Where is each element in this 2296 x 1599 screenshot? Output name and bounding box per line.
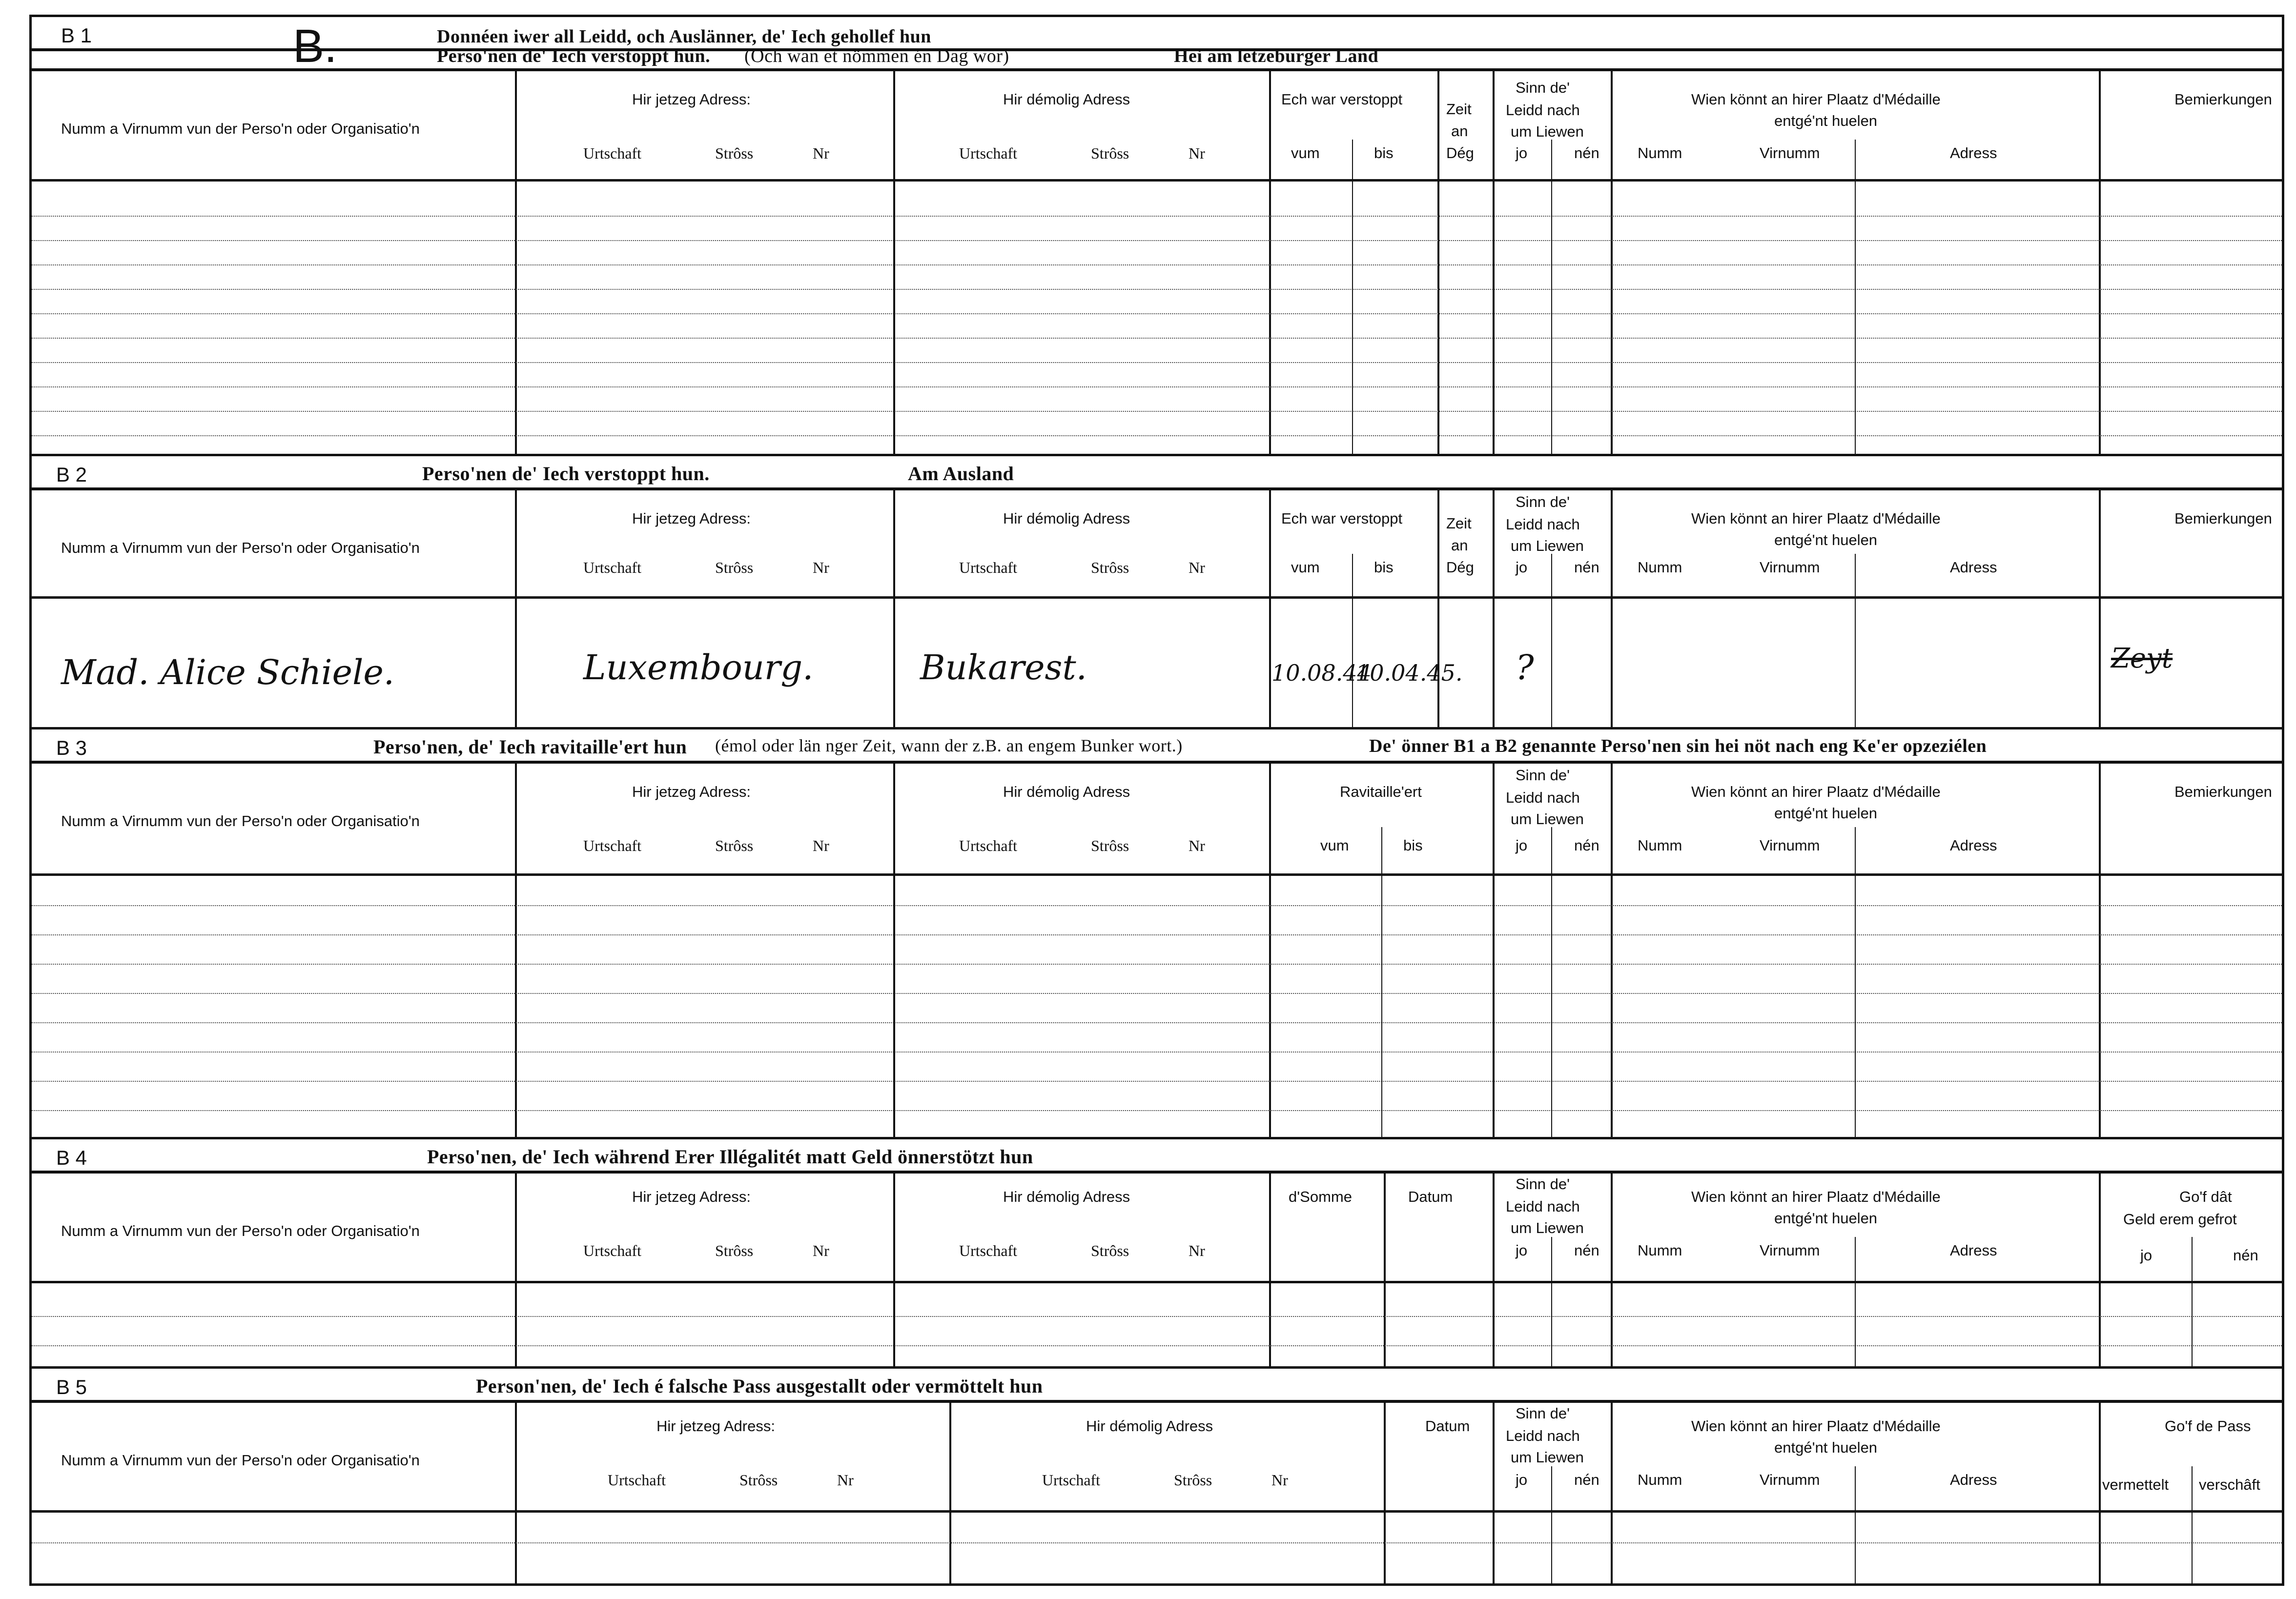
- header-medal-1: Wien könnt an hirer Plaatz d'Médaille: [1691, 1188, 1941, 1205]
- header-m-name: Numm: [1638, 1471, 1682, 1488]
- section-b1-table: [29, 68, 2284, 454]
- header-medal-2: entgé'nt huelen: [1774, 531, 1878, 548]
- header-current-address: Hir jetzeg Adress:: [632, 91, 751, 108]
- header-from: vum: [1320, 837, 1349, 854]
- header-from: vum: [1291, 144, 1320, 162]
- header-street: Strôss: [1091, 144, 1129, 162]
- header-street: Strôss: [1091, 559, 1129, 576]
- header-money-1: Go'f dât: [2179, 1188, 2232, 1205]
- header-no: nén: [1574, 837, 1599, 854]
- header-no: nén: [1574, 559, 1599, 576]
- header-alive-3: um Liewen: [1511, 537, 1584, 554]
- header-town: Urtschaft: [583, 144, 642, 162]
- header-alive-2: Leidd nach: [1506, 789, 1580, 806]
- header-pass-arranged: vermettelt: [2102, 1476, 2169, 1493]
- header-name: Numm a Virnumm vun der Perso'n oder Organisatio'n: [61, 1452, 420, 1469]
- header-town: Urtschaft: [959, 837, 1018, 854]
- header-medal-2: entgé'nt huelen: [1774, 1439, 1878, 1456]
- section-b1-titlebar: [32, 17, 2282, 51]
- entry-former-town: Bukarest.: [920, 648, 1087, 688]
- header-no: nén: [1574, 1242, 1599, 1259]
- header-medal-1: Wien könnt an hirer Plaatz d'Médaille: [1691, 1417, 1941, 1435]
- header-town: Urtschaft: [583, 1242, 642, 1259]
- header-medal-1: Wien könnt an hirer Plaatz d'Médaille: [1691, 91, 1941, 108]
- table-header: [32, 764, 2282, 876]
- header-no: nén: [1574, 1471, 1599, 1488]
- header-current-address: Hir jetzeg Adress:: [632, 783, 751, 800]
- header-medal-2: entgé'nt huelen: [1774, 1210, 1878, 1227]
- header-yes: jo: [1516, 1471, 1528, 1488]
- header-alive-2: Leidd nach: [1506, 1427, 1580, 1444]
- section-title-note: (émol oder län nger Zeit, wann der z.B. an engem Bunker wort.): [715, 736, 1183, 755]
- header-name: Numm a Virnumm vun der Perso'n oder Organisatio'n: [61, 120, 420, 137]
- header-from: vum: [1291, 559, 1320, 576]
- header-m-first: Virnumm: [1760, 559, 1820, 576]
- header-date: Datum: [1425, 1417, 1470, 1435]
- section-b3: [29, 727, 2284, 1137]
- header-remarks: Bemierkungen: [2174, 783, 2272, 800]
- table-header: [32, 71, 2282, 182]
- header-alive-2: Leidd nach: [1506, 101, 1580, 119]
- section-title-right: De' önner B1 a B2 genannte Perso'nen sin hei nöt nach eng Ke'er opzeziélen: [1369, 736, 1987, 756]
- header-m-address: Adress: [1950, 144, 1997, 162]
- header-current-address: Hir jetzeg Adress:: [632, 510, 751, 527]
- section-b5: [29, 1366, 2284, 1586]
- header-days-1: Zeit: [1446, 101, 1472, 118]
- section-title-line2c: Hei am letzeburger Land: [1174, 46, 1379, 66]
- header-former-address: Hir démolig Adress: [1086, 1417, 1213, 1435]
- header-street: Strôss: [715, 559, 754, 576]
- header-medal-1: Wien könnt an hirer Plaatz d'Médaille: [1691, 510, 1941, 527]
- header-nr: Nr: [837, 1471, 854, 1489]
- header-alive-1: Sinn de': [1516, 767, 1570, 784]
- header-money-2: Geld erem gefrot: [2123, 1211, 2237, 1228]
- header-sum: d'Somme: [1289, 1188, 1352, 1205]
- header-name: Numm a Virnumm vun der Perso'n oder Organisatio'n: [61, 1222, 420, 1239]
- header-yes: jo: [1516, 559, 1528, 576]
- entry-current-town: Luxembourg.: [583, 648, 814, 688]
- header-town: Urtschaft: [959, 144, 1018, 162]
- header-current-address: Hir jetzeg Adress:: [656, 1417, 775, 1435]
- header-m-first: Virnumm: [1760, 144, 1820, 162]
- header-remarks: Bemierkungen: [2174, 91, 2272, 108]
- entry-remarks: Zeyt: [2111, 643, 2173, 674]
- header-street: Strôss: [1091, 837, 1129, 854]
- header-former-address: Hir démolig Adress: [1003, 510, 1130, 527]
- header-m-address: Adress: [1950, 1471, 1997, 1488]
- header-nr: Nr: [1189, 144, 1205, 162]
- header-alive-1: Sinn de': [1516, 1405, 1570, 1422]
- form-letter: B.: [293, 20, 337, 72]
- section-title-line1: Donnéen iwer all Leidd, och Auslänner, de' Iech gehollef hun: [437, 26, 931, 47]
- section-code: B 5: [56, 1376, 87, 1398]
- section-code: B 4: [56, 1146, 87, 1169]
- entry-name: Mad. Alice Schiele.: [61, 652, 395, 692]
- header-medal-2: entgé'nt huelen: [1774, 805, 1878, 822]
- header-street: Strôss: [715, 837, 754, 854]
- section-code: B 1: [61, 24, 92, 47]
- entry-alive: ?: [1516, 648, 1534, 688]
- table-header: [32, 1403, 2282, 1513]
- header-nr: Nr: [813, 1242, 829, 1259]
- section-b4: [29, 1137, 2284, 1366]
- header-m-name: Numm: [1638, 837, 1682, 854]
- header-m-address: Adress: [1950, 1242, 1997, 1259]
- header-yes: jo: [2140, 1247, 2152, 1264]
- header-nr: Nr: [1189, 559, 1205, 576]
- header-street: Strôss: [715, 144, 754, 162]
- header-nr: Nr: [1271, 1471, 1288, 1489]
- header-m-address: Adress: [1950, 559, 1997, 576]
- section-title-line2a: Perso'nen de' Iech verstoppt hun.: [437, 46, 711, 66]
- header-town: Urtschaft: [608, 1471, 666, 1489]
- header-days-3: Dég: [1446, 144, 1474, 162]
- header-alive-2: Leidd nach: [1506, 1198, 1580, 1215]
- header-to: bis: [1374, 559, 1394, 576]
- header-street: Strôss: [739, 1471, 778, 1489]
- header-m-first: Virnumm: [1760, 837, 1820, 854]
- section-title-right: Am Ausland: [908, 463, 1014, 485]
- header-street: Strôss: [715, 1242, 754, 1259]
- header-alive-1: Sinn de': [1516, 79, 1570, 96]
- table-header: [32, 490, 2282, 599]
- header-days-1: Zeit: [1446, 515, 1472, 532]
- header-current-address: Hir jetzeg Adress:: [632, 1188, 751, 1205]
- header-nr: Nr: [1189, 1242, 1205, 1259]
- header-alive-3: um Liewen: [1511, 1219, 1584, 1236]
- header-alive-2: Leidd nach: [1506, 516, 1580, 533]
- header-street: Strôss: [1091, 1242, 1129, 1259]
- header-former-address: Hir démolig Adress: [1003, 1188, 1130, 1205]
- header-alive-1: Sinn de': [1516, 493, 1570, 510]
- header-alive-3: um Liewen: [1511, 810, 1584, 828]
- section-title: Perso'nen, de' Iech während Erer Illégalitét matt Geld önnerstötzt hun: [427, 1146, 1033, 1168]
- section-title-line2b: (Och wan et nömmen én Dag wor): [744, 46, 1009, 66]
- header-m-name: Numm: [1638, 559, 1682, 576]
- entry-from: 10.08.44: [1271, 660, 1372, 686]
- header-name: Numm a Virnumm vun der Perso'n oder Organisatio'n: [61, 539, 420, 556]
- header-alive-3: um Liewen: [1511, 123, 1584, 140]
- header-m-first: Virnumm: [1760, 1242, 1820, 1259]
- entry-to: 10.04.45.: [1355, 660, 1463, 686]
- header-date: Datum: [1408, 1188, 1453, 1205]
- header-pass-made: verschâft: [2199, 1476, 2260, 1493]
- header-pass: Go'f de Pass: [2165, 1417, 2251, 1435]
- header-medal-1: Wien könnt an hirer Plaatz d'Médaille: [1691, 783, 1941, 800]
- header-to: bis: [1374, 144, 1394, 162]
- header-yes: jo: [1516, 144, 1528, 162]
- header-town: Urtschaft: [959, 559, 1018, 576]
- header-days-2: an: [1451, 537, 1468, 554]
- header-nr: Nr: [813, 144, 829, 162]
- header-alive-1: Sinn de': [1516, 1175, 1570, 1193]
- section-title: Perso'nen de' Iech verstoppt hun.: [422, 463, 710, 485]
- header-days-3: Dég: [1446, 559, 1474, 576]
- table-header: [32, 1174, 2282, 1283]
- header-nr: Nr: [1189, 837, 1205, 854]
- header-hidden: Ech war verstoppt: [1281, 91, 1403, 108]
- header-street: Strôss: [1174, 1471, 1212, 1489]
- header-town: Urtschaft: [959, 1242, 1018, 1259]
- section-code: B 2: [56, 463, 87, 486]
- table-row: [32, 599, 2282, 729]
- header-medal-2: entgé'nt huelen: [1774, 112, 1878, 129]
- section-title: Perso'nen, de' Iech ravitaille'ert hun: [373, 736, 687, 758]
- header-town: Urtschaft: [583, 837, 642, 854]
- header-supplied: Ravitaille'ert: [1340, 783, 1422, 800]
- header-town: Urtschaft: [1042, 1471, 1101, 1489]
- section-title: Person'nen, de' Iech é falsche Pass ausgestallt oder vermöttelt hun: [476, 1375, 1043, 1397]
- section-code: B 3: [56, 736, 87, 759]
- header-m-name: Numm: [1638, 1242, 1682, 1259]
- header-to: bis: [1403, 837, 1423, 854]
- header-yes: jo: [1516, 1242, 1528, 1259]
- header-name: Numm a Virnumm vun der Perso'n oder Organisatio'n: [61, 812, 420, 830]
- header-town: Urtschaft: [583, 559, 642, 576]
- header-former-address: Hir démolig Adress: [1003, 783, 1130, 800]
- header-nr: Nr: [813, 837, 829, 854]
- header-former-address: Hir démolig Adress: [1003, 91, 1130, 108]
- header-no: nén: [2233, 1247, 2258, 1264]
- header-m-name: Numm: [1638, 144, 1682, 162]
- section-b2: [29, 454, 2284, 727]
- header-no: nén: [1574, 144, 1599, 162]
- header-days-2: an: [1451, 122, 1468, 140]
- header-m-address: Adress: [1950, 837, 1997, 854]
- header-m-first: Virnumm: [1760, 1471, 1820, 1488]
- header-yes: jo: [1516, 837, 1528, 854]
- header-remarks: Bemierkungen: [2174, 510, 2272, 527]
- header-alive-3: um Liewen: [1511, 1449, 1584, 1466]
- header-nr: Nr: [813, 559, 829, 576]
- header-hidden: Ech war verstoppt: [1281, 510, 1403, 527]
